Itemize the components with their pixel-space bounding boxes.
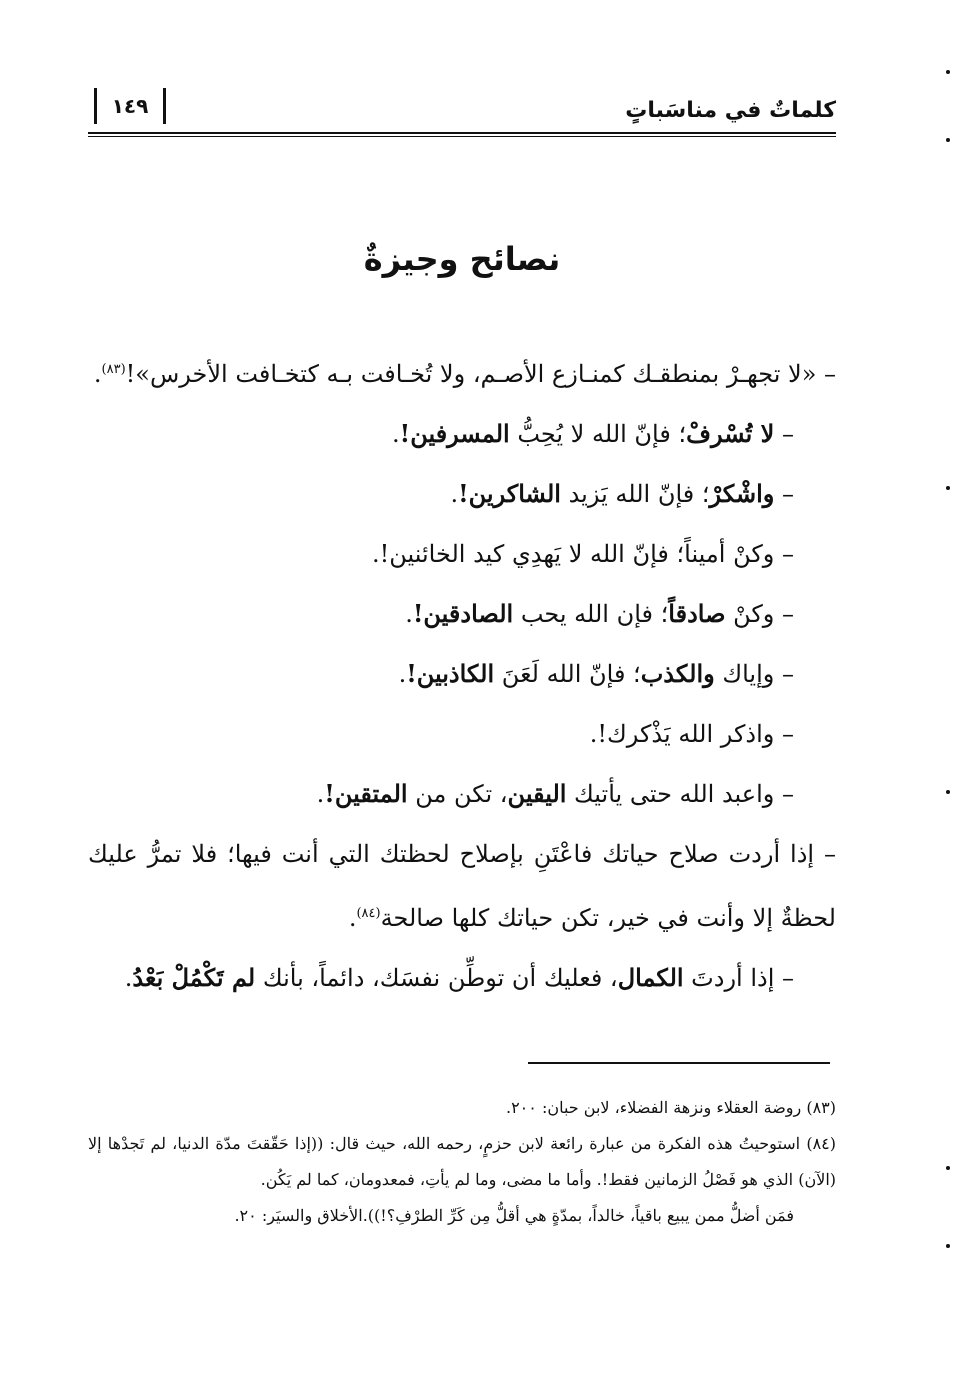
paragraph-text: . — [398, 660, 407, 688]
emphasis-text: لا تُسْرفْ — [686, 419, 775, 448]
emphasis-text: لم تَكْمُلْ بَعْدُ — [132, 963, 256, 992]
paragraph-text: . — [392, 420, 400, 448]
advice-paragraph — [88, 704, 836, 764]
paragraph-text: ، فعليك أن توطِّن نفسَك، دائماً، بأنك — [255, 964, 618, 992]
footnote-ref[interactable]: (٨٣) — [101, 362, 126, 377]
paragraph-text: – وإياك — [714, 660, 794, 688]
advice-paragraph — [88, 824, 836, 948]
footnote: (٨٤) استوحيتُ هذه الفكرة من عبارة رائعة لابن حزمٍ، رحمه الله، حيث قال: ((إذا حَقّقتَ مدّة الدنيا، لم تَجدْها إلا (الآن) الذي هو فَصْلُ الزمانين فقط!. وأما ما مضى، وما لم يأتِ، فمعدومان، كما لم يَكُن. — [88, 1134, 836, 1189]
body-text — [88, 340, 836, 1008]
emphasis-text: صادقاً — [668, 599, 726, 628]
paragraph-text: ؛ فإن الله يحب — [513, 600, 669, 628]
advice-paragraph — [88, 340, 836, 404]
emphasis-text: اليقين — [507, 779, 567, 808]
advice-paragraph — [88, 404, 836, 464]
running-title: كلماتٌ في مناسَباتٍ — [625, 98, 836, 123]
paragraph-text: – إذا أردتَ — [683, 964, 794, 992]
emphasis-text: والكذب — [640, 659, 715, 688]
footnote: فمَن أضلُّ ممن يبيع باقياً، خالداً، بمدّةٍ هي أقلُّ مِن كَرِّ الطرْفِ؟!)).الأخلاق والسيَر: ٢٠. — [234, 1206, 794, 1225]
paragraph-text: ، تكن من — [407, 780, 508, 808]
scan-mark — [946, 138, 950, 142]
advice-paragraph — [88, 524, 836, 584]
advice-paragraph — [88, 644, 836, 704]
paragraph-text: – واذكر الله يَذْكرك!. — [589, 720, 794, 748]
footnotes — [88, 1090, 836, 1234]
footnote-ref[interactable]: (٨٤) — [356, 906, 381, 921]
scan-mark — [946, 486, 950, 490]
paragraph-text: . — [348, 904, 357, 932]
emphasis-text: واشْكرْ — [709, 479, 775, 508]
emphasis-text: الكمال — [617, 963, 684, 992]
advice-paragraph — [88, 764, 836, 824]
emphasis-text: المسرفين! — [399, 419, 510, 448]
paragraph-text: . — [316, 780, 325, 808]
scan-mark — [946, 790, 950, 794]
paragraph-text: – — [774, 480, 794, 508]
paragraph-text: ؛ فإنّ الله يَزيد — [560, 480, 710, 508]
footnote: (٨٣) روضة العقلاء ونزهة الفضلاء، لابن حبان: ٢٠٠. — [505, 1098, 836, 1117]
emphasis-text: الصادقين! — [412, 599, 514, 628]
paragraph-text: – وكنْ أميناً؛ فإنّ الله لا يَهدِي كيد الخائنين!. — [371, 540, 794, 568]
paragraph-text: – — [774, 420, 794, 448]
paragraph-text: – واعبد الله حتى يأتيك — [566, 780, 794, 808]
emphasis-text: الكاذبين! — [406, 659, 495, 688]
page-number: ١٤٩ — [94, 88, 166, 124]
header-rule — [88, 132, 836, 137]
paragraph-text: . — [124, 964, 133, 992]
advice-paragraph — [88, 584, 836, 644]
scan-mark — [946, 70, 950, 74]
paragraph-text: ؛ فإنّ الله لَعَنَ — [494, 660, 641, 688]
paragraph-text: – إذا أردت صلاح حياتك فاعْتَنِ بإصلاح لحظتك التي أنت فيها؛ فلا تمرُّ عليك لحظةٌ إلا وأنت في خير، تكن حياتك كلها صالحة — [88, 840, 836, 932]
page-header — [88, 88, 836, 140]
emphasis-text: الشاكرين! — [458, 479, 561, 508]
section-title: نصائح وجيزةٌ — [363, 240, 561, 278]
footnote-rule — [528, 1062, 830, 1064]
paragraph-text: . — [93, 360, 102, 388]
paragraph-text: . — [450, 480, 459, 508]
scan-mark — [946, 1166, 950, 1170]
emphasis-text: المتقين! — [324, 779, 408, 808]
paragraph-text: . — [405, 600, 413, 628]
paragraph-text: – «لا تجهـرْ بمنطقـك كمنـازع الأصـم، ولا تُخـافت بـه كتخـافت الأخرس»! — [125, 360, 836, 388]
scan-mark — [946, 1244, 950, 1248]
paragraph-text: ؛ فإنّ الله لا يُحِبُّ — [509, 420, 687, 448]
advice-paragraph — [88, 948, 836, 1008]
advice-paragraph — [88, 464, 836, 524]
paragraph-text: – وكنْ — [725, 600, 794, 628]
